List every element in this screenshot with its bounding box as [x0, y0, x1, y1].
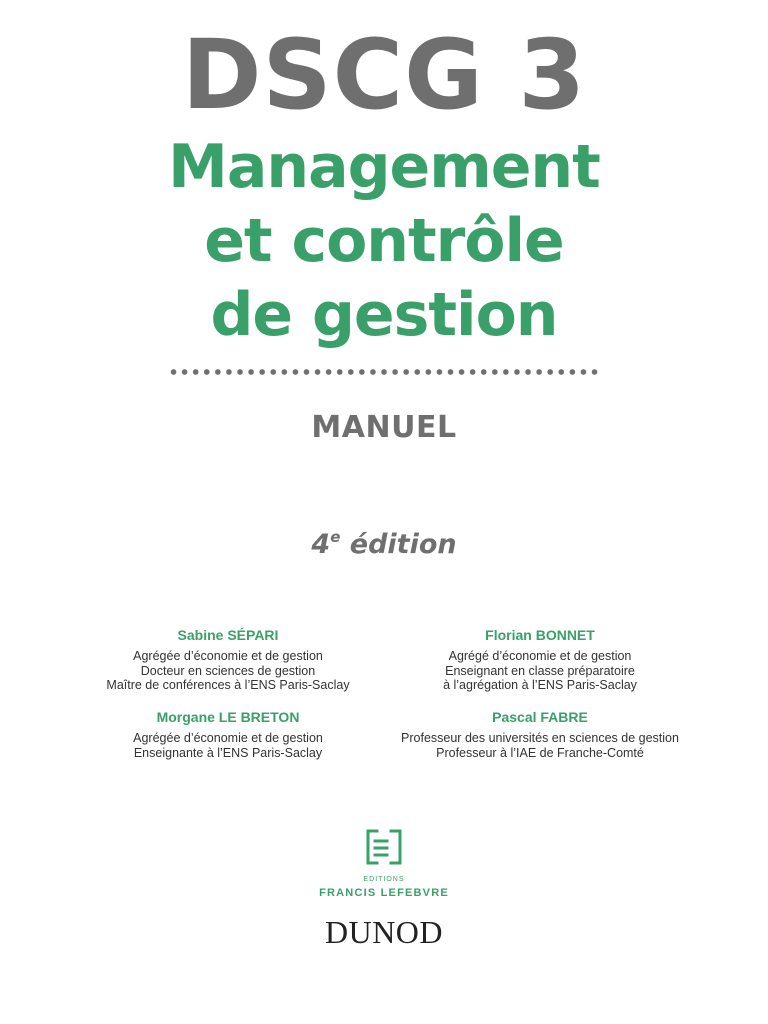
author-credential: Enseignante à l’ENS Paris-Saclay	[133, 745, 323, 760]
author-credential: Agrégée d’économie et de gestion	[133, 649, 323, 663]
edition-number: 4	[311, 529, 331, 560]
author-credential: Enseignant en classe préparatoire	[445, 663, 635, 678]
imprint-logo: DUNOD	[324, 914, 444, 950]
author-block	[390, 709, 690, 760]
series-title: DSCG 3	[181, 19, 587, 131]
author-name: Florian BONNET	[485, 627, 595, 643]
book-title	[0, 130, 768, 352]
author-credential: Professeur des universités en sciences de gestion	[401, 731, 679, 745]
publisher-editions-label: EDITIONS	[363, 876, 405, 883]
author-name: Sabine SÉPARI	[177, 627, 279, 643]
publisher-name: FRANCIS LEFEBVRE	[319, 887, 449, 899]
book-title-line-2: et contrôle	[204, 206, 564, 276]
dotted-divider	[168, 367, 600, 377]
book-type-label: MANUEL	[311, 410, 457, 445]
author-credential: Docteur en sciences de gestion	[140, 663, 316, 678]
author-credential: Agrégée d’économie et de gestion	[133, 731, 323, 745]
edition-suffix: e	[330, 528, 341, 546]
author-credential: à l’agrégation à l’ENS Paris-Saclay	[443, 678, 637, 692]
author-block	[390, 627, 690, 693]
edition-label	[0, 528, 768, 560]
author-credential: Professeur à l’IAE de Franche-Comté	[436, 745, 644, 760]
author-name: Morgane LE BRETON	[156, 709, 300, 725]
author-block	[78, 709, 378, 760]
author-credential: Maître de conférences à l’ENS Paris-Saclay	[106, 678, 350, 692]
edition-word: édition	[340, 529, 457, 560]
francis-lefebvre-logo-icon	[365, 828, 403, 866]
book-title-line-3: de gestion	[210, 280, 558, 350]
author-block	[78, 627, 378, 693]
book-title-line-1: Management	[168, 132, 600, 202]
author-credential: Agrégé d’économie et de gestion	[448, 649, 632, 663]
author-name: Pascal FABRE	[492, 709, 588, 725]
